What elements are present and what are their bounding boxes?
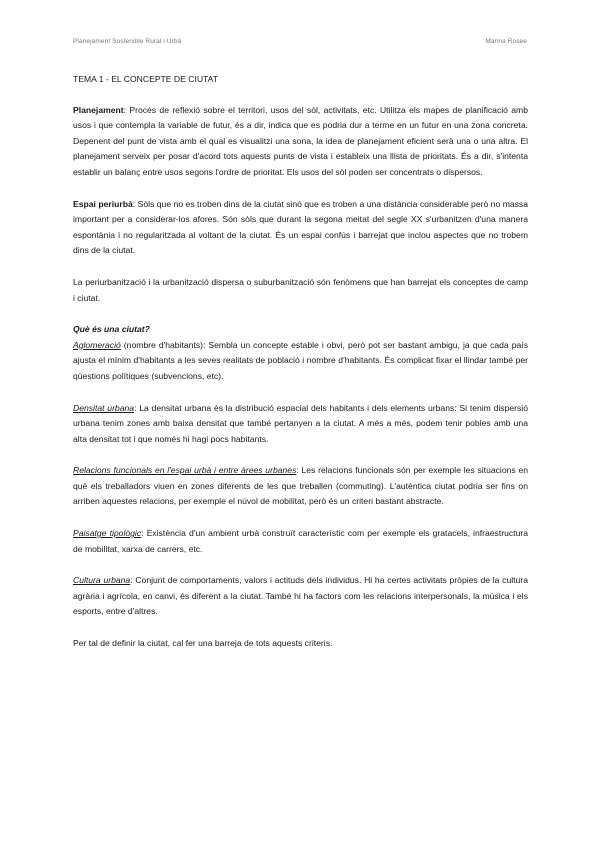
term-planejament: Planejament (73, 104, 124, 115)
paragraph-planejament (73, 103, 528, 181)
paragraph-relacions (73, 463, 528, 510)
document-title: TEMA 1 - EL CONCEPTE DE CIUTAT (73, 74, 218, 84)
header-author: Marina Rosee (485, 38, 527, 45)
paragraph-aglomeracio (73, 322, 528, 384)
paragraph-espai-periurba (73, 197, 528, 259)
definition-relacions: : Les relacions funcionals són per exemple les situacions en què els treballadors viuen en zones diferents de les que treballen (commuting). L'autèntica ciutat podria ser fins on arriben aquestes relacions, per exemple el núvol de mobilitat, però és un criteri bastant abstracte. (73, 465, 529, 507)
paragraph-densitat (73, 401, 528, 448)
document-body (73, 72, 528, 652)
paragraph-conclusion: Per tal de definir la ciutat, cal fer una barreja de tots aquests criteris. (73, 638, 333, 649)
term-paisatge: Paisatge tipològic (73, 528, 142, 539)
term-relacions: Relacions funcionals en l'espai urbà i entre àrees urbanes (73, 465, 297, 476)
term-espai-periurba: Espai periurbà (73, 198, 133, 209)
definition-planejament: : Procés de reflexió sobre el territori, usos del sòl, activitats, etc. Utilitza els mapes de planificació amb usos i que contempla la variable de futur, és a dir, indica que es podria dur a terme en un futur en una zona concreta. Depenent del punt de vista amb el qual es visualitzi una sona, la idea de planejament eficient serà una o una altra. El planejament serveix per posar d'acord tots aquests punts de vista i estableix una llista de prioritats. És a dir, s'intenta establir un balanç entre usos segons l'ordre de prioritat. Els usos del sòl poden ser concentrats o dispersos. (73, 104, 528, 177)
definition-cultura: : Conjunt de comportaments, valors i actituds dels individus. Hi ha certes activitats pròpies de la cultura agrària i agrícola, en canvi, és diferent a la ciutat. També hi ha factors com les relacions interpersonals, la música i els esports, entre d'altres. (73, 575, 528, 617)
paragraph-periurbanitzacio: La periurbanització i la urbanització dispersa o suburbanització són fenòmens que han barrejat els conceptes de camp i ciutat. (73, 276, 528, 303)
term-aglomeracio: Aglomeració (73, 339, 121, 350)
page-header (73, 38, 527, 45)
definition-aglomeracio: (nombre d'habitants): Sembla un concepte estable i obvi, però pot ser bastant ambigu, ja que cada país ajusta el mínim d'habitants a les seves realitats de població i nombre d'habitants. És complicat fixar el llindar també per qüestions polítiques (subvencions, etc). (73, 339, 528, 381)
term-densitat: Densitat urbana (73, 402, 135, 413)
definition-paisatge: : Existència d'un ambient urbà construït característic com per exemple els gratacels, infraestructura de mobilitat, xarxa de carrers, etc. (73, 528, 528, 554)
term-cultura: Cultura urbana (73, 575, 131, 586)
section-question: Què és una ciutat? (73, 324, 150, 335)
definition-espai-periurba: : Sòls que no es troben dins de la ciutat sinó que es troben a una distància considerable però no massa important per a considerar-los afores. Són sòls que durant la segona meitat del segle XX s'urbanitzen d'una manera espontània i no regularitzada al voltant de la ciutat. És un espai confús i barrejat que inclou aspectes que no trobem dins de la ciutat. (73, 198, 529, 256)
paragraph-cultura (73, 573, 528, 620)
header-course: Planejament Sostenible Rural i Urbà (73, 38, 182, 45)
definition-densitat: : La densitat urbana és la distribució espacial dels habitants i dels elements urbans: Si tenim dispersió urbana tenim zones amb baixa densitat que també pertanyen a la ciutat. A més a més, podem tenir pobles amb una alta densitat tot i que només hi hagi pocs habitants. (73, 402, 528, 444)
paragraph-paisatge (73, 526, 528, 557)
